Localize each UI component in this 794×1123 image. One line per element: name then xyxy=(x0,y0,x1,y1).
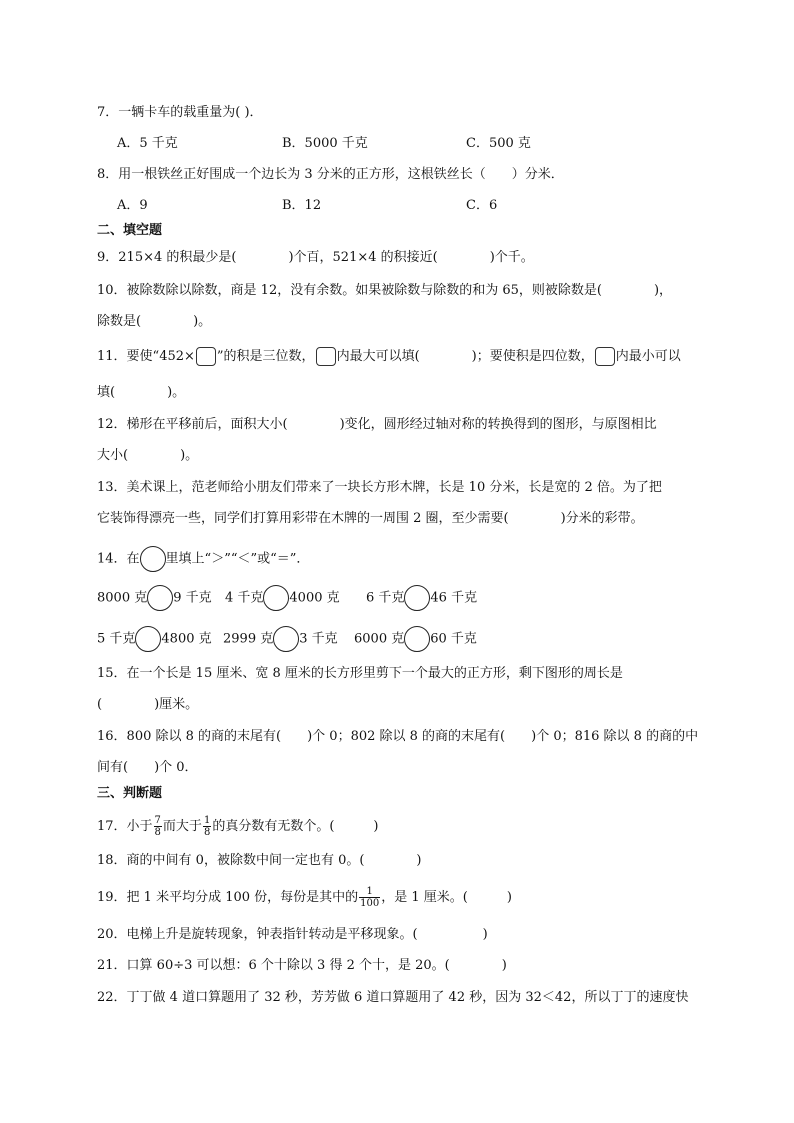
q7-option-a: A．5 千克 xyxy=(117,136,178,151)
question-20: 20．电梯上升是旋转现象，钟表指针转动是平移现象。( ) xyxy=(97,927,488,942)
fraction-seven-eighths xyxy=(154,815,162,838)
fraction-denominator: 8 xyxy=(154,827,161,838)
answer-box-icon xyxy=(316,347,336,366)
q17-text-part1: 17．小于 xyxy=(97,819,153,834)
question-21: 21．口算 60÷3 可以想：6 个十除以 3 得 2 个十，是 20。( ) xyxy=(97,958,507,973)
compare-left-value: 2999 克 xyxy=(223,631,274,647)
q14-text-part1: 14．在 xyxy=(97,551,140,567)
question-22: 22．丁丁做 4 道口算题用了 32 秒，芳芳做 6 道口算题用了 42 秒，因为 32＜42，所以丁丁的速度快 xyxy=(97,990,689,1005)
q14-row1-item3 xyxy=(366,585,477,611)
question-12-line2: 大小( )。 xyxy=(97,448,199,463)
q7-option-c: C．500 克 xyxy=(466,136,531,151)
q14-row2-item1 xyxy=(97,626,212,652)
compare-right-value: 3 千克 xyxy=(299,631,338,647)
q11-text-part4: 内最小可以 xyxy=(615,349,681,364)
compare-circle-icon xyxy=(140,546,166,572)
answer-box-icon xyxy=(595,347,615,366)
compare-right-value: 46 千克 xyxy=(430,590,478,606)
question-7: 7．一辆卡车的载重量为( )． xyxy=(97,105,263,120)
question-19 xyxy=(97,886,512,909)
compare-circle-icon xyxy=(135,626,161,652)
question-16-line1: 16．800 除以 8 的商的末尾有( )个 0；802 除以 8 的商的末尾有( )个 0；816 除以 8 的商的中 xyxy=(97,729,699,744)
q14-row2-item3 xyxy=(354,626,477,652)
question-12-line1: 12．梯形在平移前后，面积大小( )变化，圆形经过轴对称的转换得到的图形，与原图相比 xyxy=(97,417,657,432)
question-9: 9．215×4 的积最少是( )个百，521×4 的积接近( )个千。 xyxy=(97,250,534,265)
fraction-denominator: 8 xyxy=(203,827,211,838)
question-13-line1: 13．美术课上，范老师给小朋友们带来了一块长方形木牌，长是 10 分米，长是宽的 2 倍。为了把 xyxy=(97,480,662,495)
compare-circle-icon xyxy=(404,585,430,611)
question-15-line2: ( )厘米。 xyxy=(97,697,199,712)
question-11-line1 xyxy=(97,347,681,366)
compare-left-value: 4 千克 xyxy=(225,590,264,606)
q8-option-b: B．12 xyxy=(282,198,322,213)
section-true-false-heading: 三、判断题 xyxy=(97,786,163,801)
question-10-line1: 10．被除数除以除数，商是 12，没有余数。如果被除数与除数的和为 65，则被除数是( )， xyxy=(97,283,673,298)
question-18: 18．商的中间有 0，被除数中间一定也有 0。( ) xyxy=(97,853,422,868)
section-fill-in-heading: 二、填空题 xyxy=(97,223,163,238)
compare-left-value: 6 千克 xyxy=(366,590,405,606)
fraction-numerator: 1 xyxy=(359,886,380,898)
fraction-one-hundredth xyxy=(359,886,380,909)
compare-circle-icon xyxy=(273,626,299,652)
fraction-numerator: 1 xyxy=(203,815,211,826)
q19-text-part1: 19．把 1 米平均分成 100 份，每份是其中的 xyxy=(97,890,359,905)
q14-row1-item1 xyxy=(97,585,212,611)
question-11-line2: 填( )。 xyxy=(97,385,186,400)
question-13-line2: 它装饰得漂亮一些，同学们打算用彩带在木牌的一周围 2 圈，至少需要( )分米的彩带。 xyxy=(97,511,644,526)
fraction-denominator: 100 xyxy=(360,898,380,909)
compare-left-value: 6000 克 xyxy=(354,631,405,647)
question-16-line2: 间有( )个 0． xyxy=(97,760,198,775)
q7-option-b: B．5000 千克 xyxy=(282,136,368,151)
compare-circle-icon xyxy=(263,585,289,611)
q14-text-part2: 里填上“＞”“＜”或“＝”． xyxy=(165,551,310,567)
compare-left-value: 8000 克 xyxy=(97,590,148,606)
answer-box-icon xyxy=(196,347,216,366)
question-14 xyxy=(97,546,309,572)
q11-text-part2: ”的积是三位数， xyxy=(216,349,315,364)
compare-right-value: 4000 克 xyxy=(289,590,340,606)
compare-right-value: 4800 克 xyxy=(161,631,212,647)
compare-circle-icon xyxy=(147,585,173,611)
q14-row2-item2 xyxy=(223,626,338,652)
fraction-numerator: 7 xyxy=(154,815,161,826)
q11-text-part3: 内最大可以填( )；要使积是四位数， xyxy=(336,349,594,364)
question-15-line1: 15．在一个长是 15 厘米、宽 8 厘米的长方形里剪下一个最大的正方形，剩下图形的周长是 xyxy=(97,666,623,681)
q19-text-part2: ，是 1 厘米。( ) xyxy=(381,890,512,905)
question-17 xyxy=(97,815,378,838)
question-10-line2: 除数是( )。 xyxy=(97,314,212,329)
q8-option-a: A．9 xyxy=(117,198,148,213)
question-8: 8．用一根铁丝正好围成一个边长为 3 分米的正方形，这根铁丝长（ ）分米． xyxy=(97,167,564,182)
q11-text-part1: 11．要使“452× xyxy=(97,349,195,364)
compare-right-value: 60 千克 xyxy=(430,631,477,647)
compare-left-value: 5 千克 xyxy=(97,631,136,647)
fraction-one-eighth xyxy=(203,815,211,838)
q17-text-part2: 而大于 xyxy=(162,819,202,834)
compare-circle-icon xyxy=(404,626,430,652)
q17-text-part3: 的真分数有无数个。( ) xyxy=(212,819,379,834)
compare-right-value: 9 千克 xyxy=(173,590,212,606)
q8-option-c: C．6 xyxy=(466,198,498,213)
q14-row1-item2 xyxy=(225,585,340,611)
